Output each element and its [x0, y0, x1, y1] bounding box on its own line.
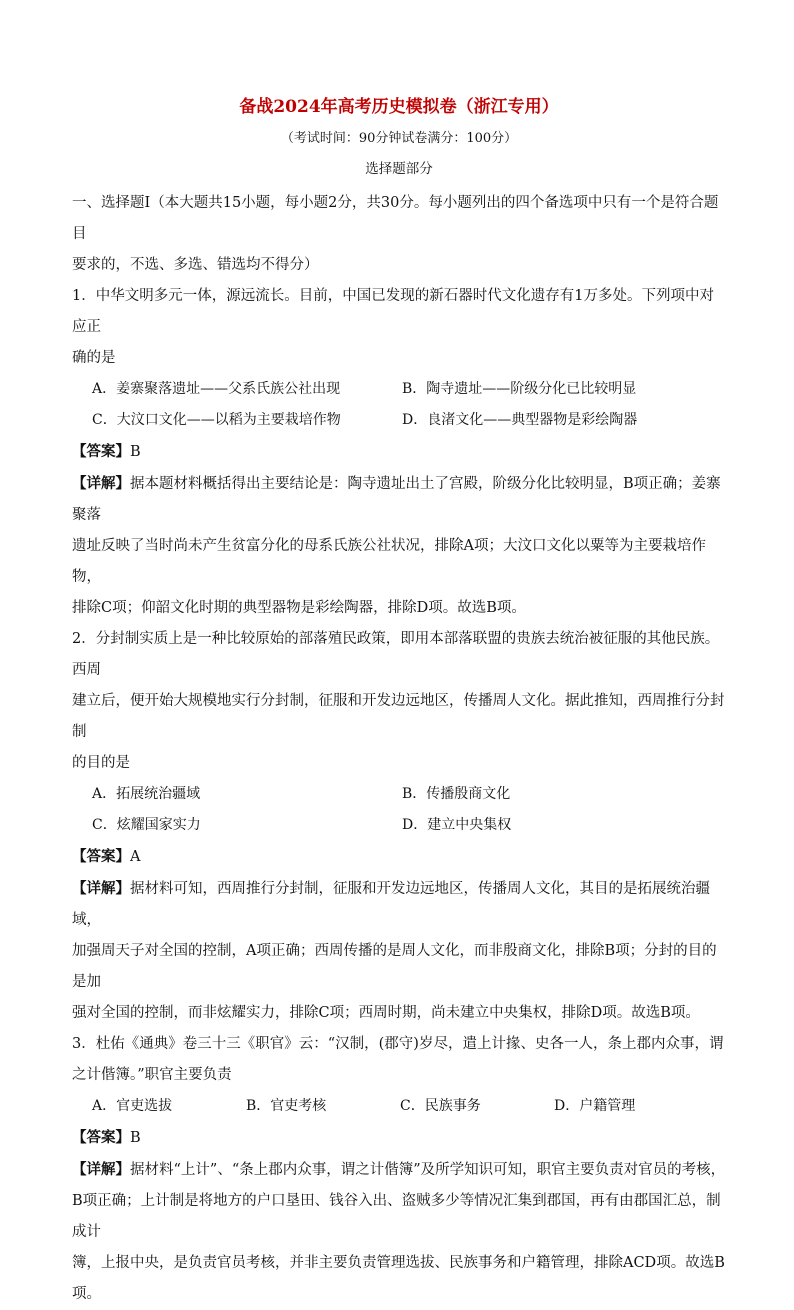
detail-line [72, 468, 726, 531]
option-c: C．炫耀国家实力 [92, 817, 201, 833]
option-row [72, 405, 726, 436]
page-content [72, 96, 726, 1310]
option-c: C．大汶口文化——以稻为主要栽培作物 [92, 412, 341, 428]
answer-tag: 【答案】 [72, 848, 130, 865]
detail-text: 据本题材料概括得出主要结论是：陶寺遗址出土了宫殿，阶级分化比较明显，B项正确；姜寨聚落 [72, 476, 721, 523]
detail-line: 簿，上报中央，是负责官员考核，并非主要负责管理选拔、民族事务和户籍管理，排除ACD项。故选B项。 [72, 1255, 725, 1302]
answer-line [72, 436, 726, 468]
instructions [72, 188, 726, 281]
option-d: D．户籍管理 [554, 1098, 636, 1114]
detail-text: 据材料可知，西周推行分封制，征服和开发边远地区，传播周人文化，其目的是拓展统治疆域， [72, 881, 710, 928]
question-stem: 的目的是 [72, 755, 130, 771]
detail-line: 加强周天子对全国的控制，A项正确；西周传播的是周人文化，而非殷商文化，排除B项；分封的目的是加 [72, 943, 717, 990]
question-stem: 建立后，便开始大规模地实行分封制，征服和开发边远地区，传播周人文化。据此推知，西周推行分封制 [72, 693, 725, 740]
question-3 [72, 1029, 726, 1310]
instructions-line: 要求的，不选、多选、错选均不得分） [72, 257, 319, 273]
detail-tag: 【详解】 [72, 1161, 130, 1178]
detail-line [72, 1154, 726, 1186]
option-a: A．官吏选拔 [92, 1098, 173, 1114]
answer-value: B [130, 1130, 141, 1146]
answer-tag: 【答案】 [72, 443, 130, 460]
question-2 [72, 624, 726, 1029]
option-b: B．传播殷商文化 [402, 786, 511, 802]
answer-line [72, 841, 726, 873]
question-stem: 2．分封制实质上是一种比较原始的部落殖民政策，即用本部落联盟的贵族去统治被征服的其他民族。西周 [72, 631, 720, 678]
instructions-line: 一、选择题Ⅰ（本大题共15小题，每小题2分，共30分。每小题列出的四个备选项中只有一个是符合题目 [72, 195, 719, 242]
option-a: A．拓展统治疆域 [92, 786, 201, 802]
exam-title: 备战2024年高考历史模拟卷（浙江专用） [239, 97, 559, 117]
question-stem: 3．杜佑《通典》卷三十三《职官》云：“汉制，(郡守)岁尽，遣上计掾、史各一人，条上郡内众事，谓 [72, 1036, 724, 1052]
answer-tag: 【答案】 [72, 1129, 130, 1146]
option-row [72, 810, 726, 841]
option-b: B．官吏考核 [246, 1098, 327, 1114]
detail-line [72, 873, 726, 936]
detail-line: B项正确；上计制是将地方的户口垦田、钱谷入出、盗贼多少等情况汇集到郡国，再有由郡国汇总，制成计 [72, 1193, 721, 1240]
detail-tag: 【详解】 [72, 475, 130, 492]
detail-line: 强对全国的控制，而非炫耀实力，排除C项；西周时期，尚未建立中央集权，排除D项。故选B项。 [72, 1005, 700, 1021]
exam-subtitle: （考试时间：90分钟试卷满分：100分） [280, 131, 518, 146]
option-row [72, 1091, 726, 1122]
section-title: 选择题部分 [365, 161, 433, 177]
question-stem: 1．中华文明多元一体，源远流长。目前，中国已发现的新石器时代文化遗存有1万多处。下列项中对应正 [72, 288, 714, 335]
detail-text: 据材料“上计”、“条上郡内众事，谓之计偕簿”及所学知识可知，职官主要负责对官员的考核， [130, 1162, 726, 1178]
option-b: B．陶寺遗址——阶级分化已比较明显 [402, 381, 637, 397]
question-stem: 之计偕簿。”职官主要负责 [72, 1067, 232, 1083]
detail-tag: 【详解】 [72, 880, 130, 897]
option-a: A．姜寨聚落遗址——父系氏族公社出现 [92, 381, 341, 397]
answer-value: A [130, 849, 141, 865]
detail-line: 排除C项；仰韶文化时期的典型器物是彩绘陶器，排除D项。故选B项。 [72, 600, 526, 616]
question-1 [72, 281, 726, 624]
option-d: D．良渚文化——典型器物是彩绘陶器 [402, 412, 638, 428]
answer-line [72, 1122, 726, 1154]
detail-line: 遗址反映了当时尚未产生贫富分化的母系氏族公社状况，排除A项；大汶口文化以粟等为主要栽培作物， [72, 538, 706, 585]
option-d: D．建立中央集权 [402, 817, 512, 833]
question-stem: 确的是 [72, 350, 116, 366]
option-c: C．民族事务 [400, 1098, 481, 1114]
answer-value: B [130, 444, 141, 460]
option-row [72, 374, 726, 405]
option-row [72, 779, 726, 810]
